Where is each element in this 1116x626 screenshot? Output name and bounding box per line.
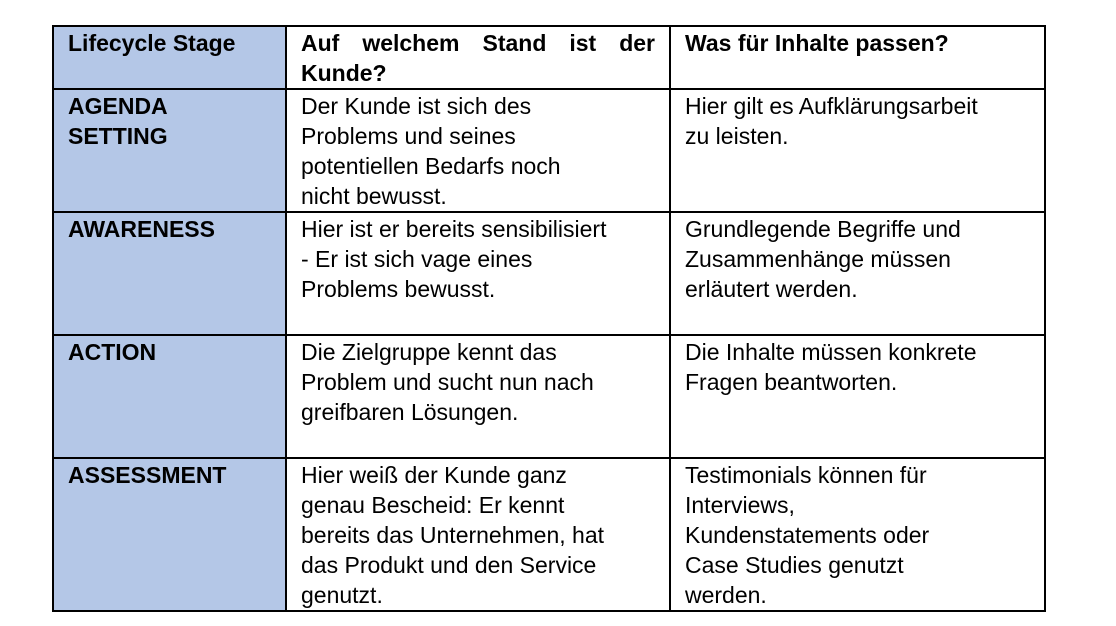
stage-cell bbox=[53, 458, 286, 611]
content-text: zu leisten. bbox=[685, 123, 789, 149]
content-text: Zusammenhänge müssen bbox=[685, 246, 951, 272]
lifecycle-table bbox=[52, 25, 1046, 612]
header-content-fit bbox=[670, 26, 1045, 89]
content-text: Testimonials können für bbox=[685, 462, 927, 488]
header-customer-status bbox=[286, 26, 670, 89]
stage-label: ACTION bbox=[68, 339, 157, 365]
table-row bbox=[53, 212, 1045, 335]
status-text: genutzt. bbox=[301, 582, 383, 608]
status-cell bbox=[286, 212, 670, 335]
status-cell bbox=[286, 89, 670, 212]
status-text: Die Zielgruppe kennt das bbox=[301, 339, 557, 365]
status-text: - Er ist sich vage eines bbox=[301, 246, 533, 272]
header-cell-text: Lifecycle Stage bbox=[68, 30, 236, 56]
stage-cell bbox=[53, 212, 286, 335]
status-text: das Produkt und den Service bbox=[301, 552, 597, 578]
stage-label: ASSESSMENT bbox=[68, 462, 227, 488]
content-cell bbox=[670, 458, 1045, 611]
content-cell bbox=[670, 212, 1045, 335]
table-row bbox=[53, 458, 1045, 611]
table-row bbox=[53, 89, 1045, 212]
status-text: Hier ist er bereits sensibilisiert bbox=[301, 216, 607, 242]
stage-cell bbox=[53, 89, 286, 212]
content-cell bbox=[670, 335, 1045, 458]
stage-cell bbox=[53, 335, 286, 458]
header-cell-text: Was für Inhalte passen? bbox=[685, 30, 949, 56]
table-row bbox=[53, 335, 1045, 458]
content-text: erläutert werden. bbox=[685, 276, 858, 302]
stage-label: AGENDA bbox=[68, 93, 168, 119]
stage-label: AWARENESS bbox=[68, 216, 215, 242]
table-header-row bbox=[53, 26, 1045, 89]
content-text: Hier gilt es Aufklärungsarbeit bbox=[685, 93, 978, 119]
status-text: bereits das Unternehmen, hat bbox=[301, 522, 605, 548]
status-text: Hier weiß der Kunde ganz bbox=[301, 462, 567, 488]
status-text: nicht bewusst. bbox=[301, 183, 447, 209]
status-text: Der Kunde ist sich des bbox=[301, 93, 532, 119]
status-cell bbox=[286, 335, 670, 458]
header-cell-text: Auf welchem Stand ist der bbox=[301, 30, 655, 56]
status-text: Problem und sucht nun nach bbox=[301, 369, 594, 395]
status-text: genau Bescheid: Er kennt bbox=[301, 492, 565, 518]
status-text: potentiellen Bedarfs noch bbox=[301, 153, 561, 179]
content-text: werden. bbox=[685, 582, 767, 608]
status-text: Problems bewusst. bbox=[301, 276, 496, 302]
content-text: Interviews, bbox=[685, 492, 795, 518]
status-text: Problems und seines bbox=[301, 123, 516, 149]
stage-label: SETTING bbox=[68, 123, 168, 149]
content-text: Case Studies genutzt bbox=[685, 552, 904, 578]
status-text: greifbaren Lösungen. bbox=[301, 399, 519, 425]
status-cell bbox=[286, 458, 670, 611]
content-text: Grundlegende Begriffe und bbox=[685, 216, 961, 242]
content-text: Fragen beantworten. bbox=[685, 369, 898, 395]
content-text: Kundenstatements oder bbox=[685, 522, 930, 548]
header-lifecycle-stage bbox=[53, 26, 286, 89]
content-text: Die Inhalte müssen konkrete bbox=[685, 339, 977, 365]
content-cell bbox=[670, 89, 1045, 212]
header-cell-text: Kunde? bbox=[301, 60, 387, 86]
